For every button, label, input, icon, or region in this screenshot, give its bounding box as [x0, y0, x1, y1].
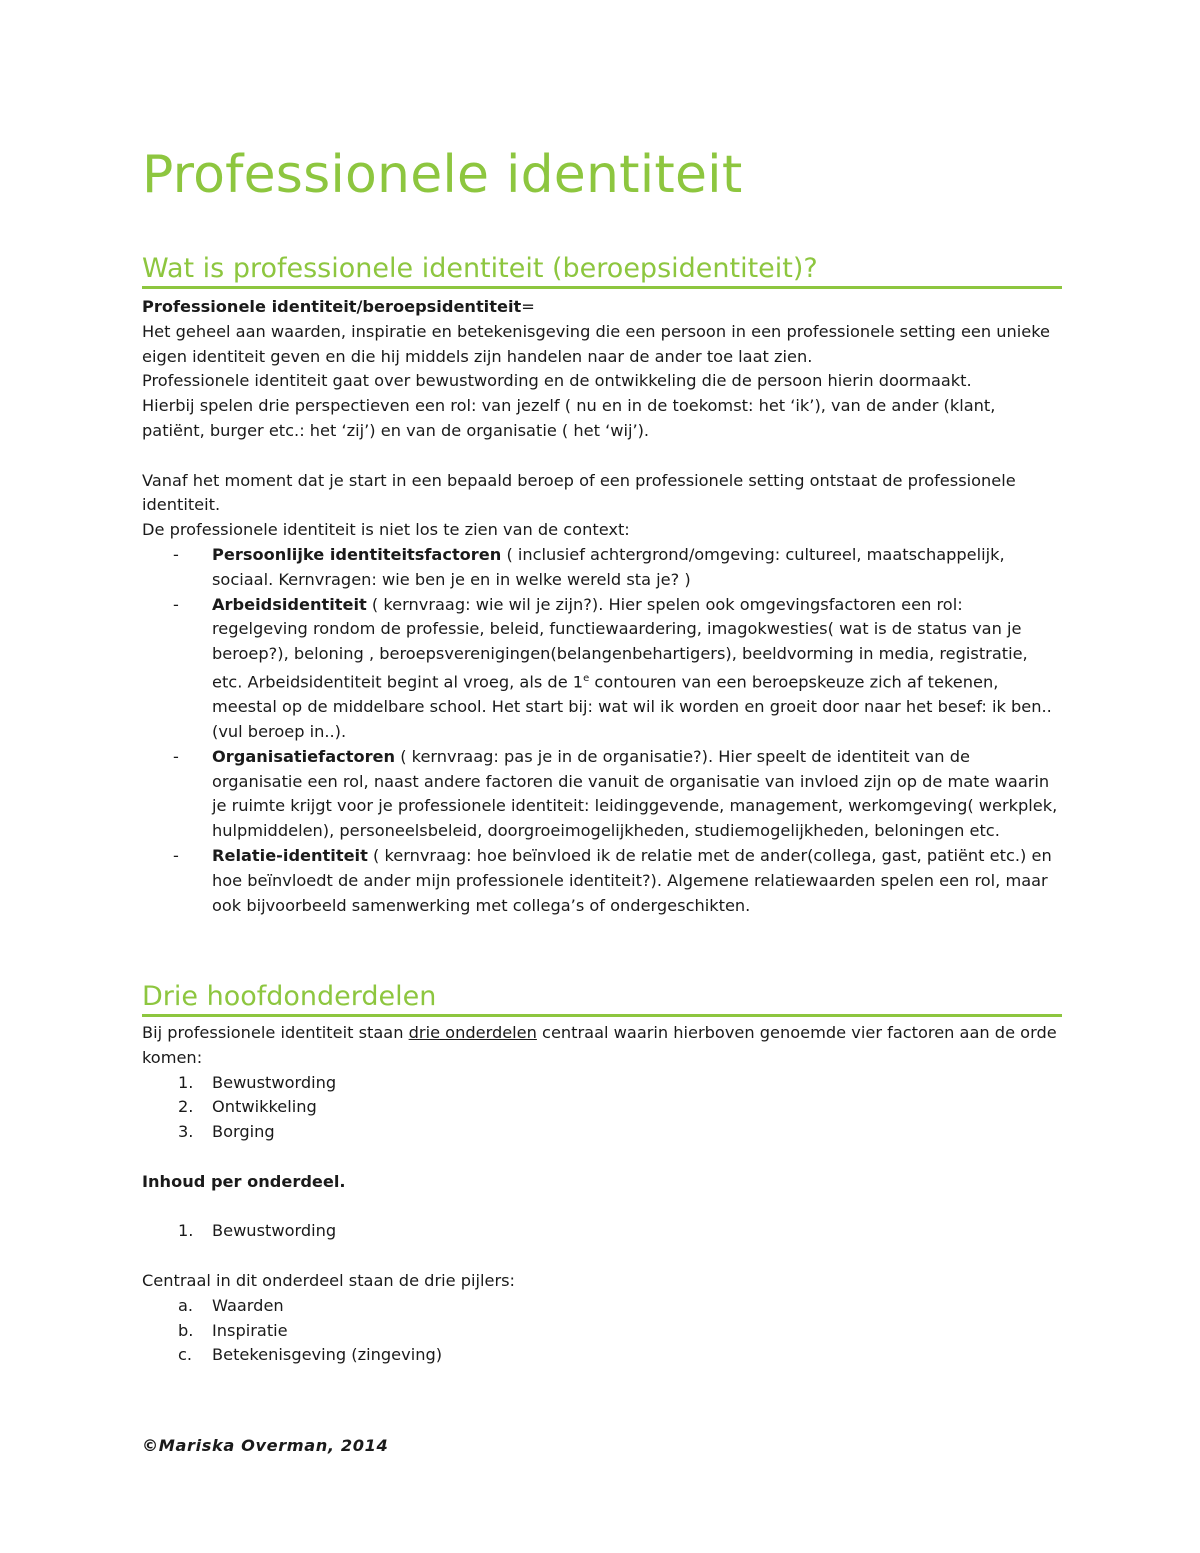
section-what-is — [142, 252, 1062, 918]
subheading-text: Inhoud per onderdeel. — [142, 1171, 346, 1191]
footer-copyright: ©Mariska Overman, 2014 — [142, 1436, 389, 1455]
blank-line — [142, 1145, 1062, 1170]
list-number: 2. — [178, 1097, 194, 1117]
parts-list — [142, 1071, 1062, 1145]
list-item-term: Persoonlijke identiteitsfactoren — [212, 544, 502, 564]
superscript: e — [583, 672, 590, 684]
bullet-dash: - — [173, 845, 179, 865]
context-factor-list — [142, 543, 1062, 918]
list-item-term: Relatie-identiteit — [212, 845, 368, 865]
list-item — [142, 1095, 1062, 1120]
list-item-label: Borging — [212, 1122, 275, 1142]
list-item-label: Betekenisgeving (zingeving) — [212, 1345, 443, 1365]
bullet-dash: - — [173, 746, 179, 766]
paragraph: Het geheel aan waarden, inspiratie en betekenisgeving die een persoon in een professionele setting een unieke eigen identiteit geven en die hij middels zijn handelen naar de ander toe laat zien. — [142, 321, 1050, 366]
list-item-label: Bewustwording — [212, 1072, 337, 1092]
list-item-text: ( kernvraag: wie wil je zijn?). Hier spelen ook omgevingsfactoren een rol: regelgeving rondom de professie, beleid, functiewaardering, imagokwesties( wat is de status van je beroep?), beloning , beroepsverenigingen(belangenbehartigers), beeldvorming in media, registratie, etc. Arbeidsidentiteit begint al vroeg, als de 1 — [212, 594, 1028, 692]
list-item — [142, 844, 1062, 918]
list-item-label: Bewustwording — [212, 1221, 337, 1241]
blank-line — [142, 1244, 1062, 1269]
list-number: 3. — [178, 1122, 194, 1142]
list-item — [142, 593, 1062, 745]
section-three-parts — [142, 980, 1062, 1368]
list-item-text: ( kernvraag: hoe beïnvloed ik de relatie met de ander(collega, gast, patiënt etc.) en hoe beïnvloedt de ander mijn professionele identiteit?). Algemene relatiewaarden spelen een rol, maar ook bijvoorbeeld samenwerking met collega’s of ondergeschikten. — [212, 845, 1052, 915]
list-item — [142, 1343, 1062, 1368]
list-number: 1. — [178, 1221, 194, 1241]
section-body-what-is — [142, 295, 1062, 918]
list-number: 1. — [178, 1072, 194, 1092]
definition-equals: = — [521, 297, 535, 316]
paragraph-text: Bij professionele identiteit staan — [142, 1023, 409, 1042]
bullet-dash: - — [173, 544, 179, 564]
list-item-text: contouren van een beroepskeuze zich af tekenen, meestal op de middelbare school. Het start bij: wat wil ik worden en groeit door naar het besef: ik ben..(vul beroep in..). — [212, 672, 1052, 741]
list-item-label: Inspiratie — [212, 1320, 288, 1340]
paragraph: De professionele identiteit is niet los te zien van de context: — [142, 520, 630, 540]
list-item — [142, 1294, 1062, 1319]
underlined-phrase: drie onderdelen — [408, 1023, 537, 1042]
content-list — [142, 1219, 1062, 1244]
paragraph: Vanaf het moment dat je start in een bepaald beroep of een professionele setting ontstaat de professionele identiteit. — [142, 470, 1016, 515]
page-title: Professionele identiteit — [142, 145, 743, 205]
blank-line — [142, 1195, 1062, 1220]
paragraph: Hierbij spelen drie perspectieven een rol: van jezelf ( nu en in de toekomst: het ‘ik’), van de ander (klant, patiënt, burger etc.: het ‘zij’) en van de organisatie ( het ‘wij’). — [142, 396, 996, 440]
list-item — [142, 1071, 1062, 1096]
paragraph: Centraal in dit onderdeel staan de drie pijlers: — [142, 1270, 515, 1290]
list-item-text: ( kernvraag: pas je in de organisatie?). Hier speelt de identiteit van de organisatie een rol, naast andere factoren die vanuit de organisatie van invloed zijn op de mate waarin je ruimte krijgt voor je professionele identiteit: leidinggevende, management, werkomgeving( werkplek, hulpmiddelen), personeelsbeleid, doorgroeimogelijkheden, studiemogelijkheden, beloningen etc. — [212, 746, 1058, 841]
list-item — [142, 1120, 1062, 1145]
list-letter: b. — [178, 1320, 194, 1340]
list-item-text: ( inclusief achtergrond/omgeving: cultureel, maatschappelijk, sociaal. Kernvragen: wie ben je en in welke wereld sta je? ) — [212, 544, 1005, 589]
paragraph — [142, 1021, 1062, 1071]
pillars-list — [142, 1294, 1062, 1368]
list-item — [142, 1319, 1062, 1344]
paragraph-text: centraal waarin hierboven genoemde vier factoren aan de orde komen: — [142, 1023, 1057, 1067]
definition-line — [142, 295, 1062, 320]
paragraph: Professionele identiteit gaat over bewustwording en de ontwikkeling die de persoon hierin doormaakt. — [142, 371, 972, 391]
list-item — [142, 543, 1062, 593]
list-item-label: Ontwikkeling — [212, 1097, 317, 1117]
blank-line — [142, 444, 1062, 469]
list-letter: a. — [178, 1295, 194, 1315]
section-heading-three-parts: Drie hoofdonderdelen — [142, 980, 1062, 1017]
list-item-label: Waarden — [212, 1295, 284, 1315]
section-body-three-parts — [142, 1021, 1062, 1368]
definition-term: Professionele identiteit/beroepsidentiteit — [142, 297, 522, 316]
list-item — [142, 1219, 1062, 1244]
section-heading-what-is: Wat is professionele identiteit (beroepsidentiteit)? — [142, 252, 1062, 289]
bullet-dash: - — [173, 594, 179, 614]
list-letter: c. — [178, 1345, 193, 1365]
subheading — [142, 1170, 1062, 1195]
list-item-term: Organisatiefactoren — [212, 746, 396, 766]
list-item — [142, 745, 1062, 844]
list-item-term: Arbeidsidentiteit — [212, 594, 367, 614]
